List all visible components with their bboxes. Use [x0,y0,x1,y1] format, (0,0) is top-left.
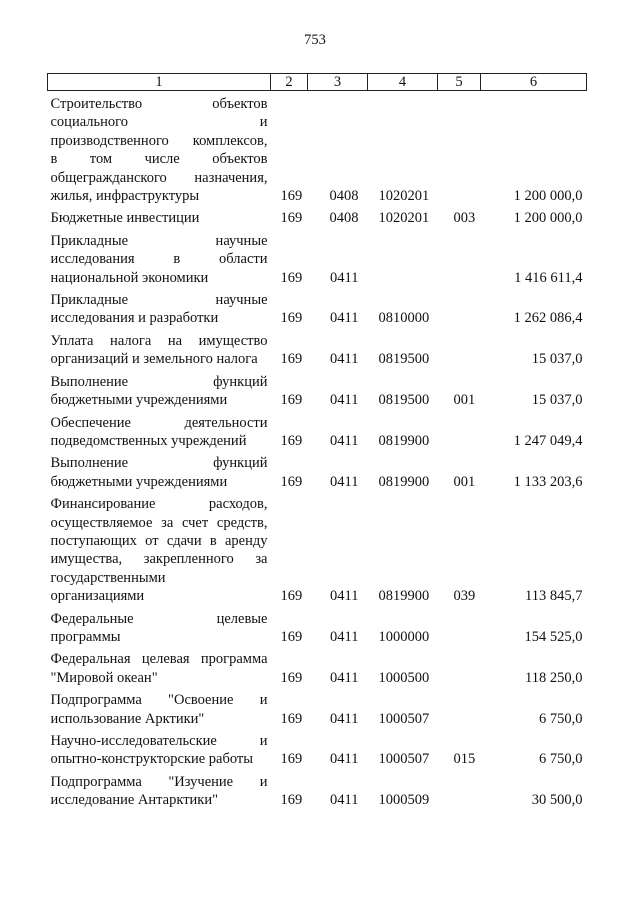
target-article-code: 0819900 [378,473,430,490]
ministry-code: 169 [280,710,303,727]
ministry-code: 169 [280,588,303,605]
table-row [48,491,587,605]
description-line: национальной экономики [50,269,209,286]
expense-type-code: 001 [453,392,476,409]
section-code: 0411 [330,351,359,368]
description-line: Прикладные научные [50,292,268,309]
target-article-code: 1020201 [378,188,430,205]
description-line: Федеральная целевая программа [50,651,268,668]
expense-type-code [438,287,481,328]
ministry-code: 169 [280,473,303,490]
row-description [48,687,271,728]
ministry-code: 169 [280,432,303,449]
description-line: производственного комплексов, [50,132,268,149]
table-row [48,450,587,491]
page-number: 753 [304,32,326,48]
expense-type-code [438,91,481,206]
target-article-code: 1020201 [378,210,430,227]
ministry-code: 169 [280,310,303,327]
description-line: Научно-исследовательские и [50,733,268,749]
target-article-code [368,228,438,287]
description-line: Уплата налога на имущество [50,332,268,349]
description-line: Строительство объектов [50,96,268,112]
description-line: Обеспечение деятельности [50,414,268,431]
description-line: подведомственных учреждений [50,432,247,449]
amount: 15 037,0 [531,351,583,368]
expense-type-code: 039 [453,588,476,605]
description-line: Федеральные целевые [50,610,268,627]
row-description [48,91,271,206]
table-row [48,228,587,287]
section-code: 0411 [330,669,359,686]
section-code: 0411 [330,269,359,286]
table-row [48,687,587,728]
expense-type-code [438,646,481,687]
description-line: государственными [50,569,166,586]
row-description [48,205,271,227]
target-article-code: 0810000 [378,310,430,327]
amount: 6 750,0 [539,751,583,768]
description-line: бюджетными учреждениями [50,473,228,490]
description-line: имущества, закрепленного за [50,551,268,568]
target-article-code: 1000509 [378,792,430,809]
section-code: 0411 [330,473,359,490]
ministry-code: 169 [280,392,303,409]
description-line: поступающих от сдачи в аренду [50,532,268,549]
target-article-code: 0819500 [378,392,430,409]
amount: 113 845,7 [525,588,583,605]
row-description [48,728,271,769]
ministry-code: 169 [280,792,303,809]
column-header: 5 [438,74,481,91]
section-code: 0411 [330,628,359,645]
description-line: Выполнение функций [50,373,268,390]
description-line: исследование Антарктики" [50,792,219,809]
expense-type-code [438,410,481,451]
amount: 1 416 611,4 [514,269,583,286]
section-code: 0411 [330,710,359,727]
table-row [48,205,587,227]
amount: 1 200 000,0 [513,210,583,227]
table-row [48,369,587,410]
header-row [48,74,587,91]
description-line: общегражданского назначения, [50,169,268,186]
description-line: использование Арктики" [50,710,205,727]
description-line: организациями [50,588,145,605]
row-description [48,450,271,491]
target-article-code: 1000507 [378,751,430,768]
row-description [48,769,271,810]
description-line: осуществляемое за счет средств, [50,514,268,531]
section-code: 0411 [330,588,359,605]
row-description [48,369,271,410]
expense-type-code: 003 [453,210,476,227]
table-row [48,646,587,687]
description-line: "Мировой океан" [50,669,158,686]
section-code: 0411 [330,792,359,809]
ministry-code: 169 [280,669,303,686]
ministry-code: 169 [280,351,303,368]
ministry-code: 169 [280,628,303,645]
description-line: социального и [50,114,268,131]
table-row [48,410,587,451]
description-line: исследования и разработки [50,310,219,327]
row-description [48,328,271,369]
column-header: 4 [368,74,438,91]
table-row [48,328,587,369]
ministry-code: 169 [280,751,303,768]
description-line: Бюджетные инвестиции [50,210,200,227]
column-header: 1 [48,74,271,91]
row-description [48,287,271,328]
description-line: Подпрограмма "Изучение и [50,773,268,790]
ministry-code: 169 [280,269,303,286]
section-code: 0411 [330,392,359,409]
amount: 6 750,0 [539,710,583,727]
amount: 118 250,0 [525,669,583,686]
row-description [48,606,271,647]
target-article-code: 1000500 [378,669,430,686]
amount: 154 525,0 [524,628,583,645]
section-code: 0408 [329,188,359,205]
description-line: программы [50,628,121,645]
amount: 15 037,0 [531,392,583,409]
expense-type-code [438,687,481,728]
target-article-code: 0819900 [378,588,430,605]
table-row [48,728,587,769]
amount: 1 133 203,6 [513,473,583,490]
expense-type-code: 001 [453,473,476,490]
table-row [48,91,587,206]
target-article-code: 0819900 [378,432,430,449]
amount: 1 262 086,4 [513,310,583,327]
column-header: 2 [271,74,308,91]
amount: 30 500,0 [531,792,583,809]
column-header: 3 [308,74,368,91]
section-code: 0411 [330,751,359,768]
description-line: опытно-конструкторские работы [50,751,254,768]
expense-type-code [438,328,481,369]
row-description [48,410,271,451]
section-code: 0408 [329,210,359,227]
target-article-code: 1000000 [378,628,430,645]
budget-table [47,73,587,810]
description-line: в том числе объектов [50,151,268,168]
ministry-code: 169 [280,188,303,205]
description-line: жилья, инфраструктуры [50,188,200,205]
description-line: Выполнение функций [50,455,268,472]
table-row [48,287,587,328]
row-description [48,491,271,605]
description-line: исследования в области [50,251,268,268]
amount: 1 247 049,4 [513,432,583,449]
description-line: Финансирование расходов, [50,496,268,513]
target-article-code: 1000507 [378,710,430,727]
expense-type-code [438,606,481,647]
table-row [48,769,587,810]
section-code: 0411 [330,432,359,449]
row-description [48,646,271,687]
amount: 1 200 000,0 [513,188,583,205]
expense-type-code [438,769,481,810]
expense-type-code [438,228,481,287]
target-article-code: 0819500 [378,351,430,368]
description-line: Прикладные научные [50,232,268,249]
expense-type-code: 015 [453,751,476,768]
table-row [48,606,587,647]
description-line: организаций и земельного налога [50,351,258,368]
row-description [48,228,271,287]
description-line: бюджетными учреждениями [50,392,228,409]
section-code: 0411 [330,310,359,327]
description-line: Подпрограмма "Освоение и [50,692,268,709]
column-header: 6 [481,74,587,91]
ministry-code: 169 [280,210,303,227]
